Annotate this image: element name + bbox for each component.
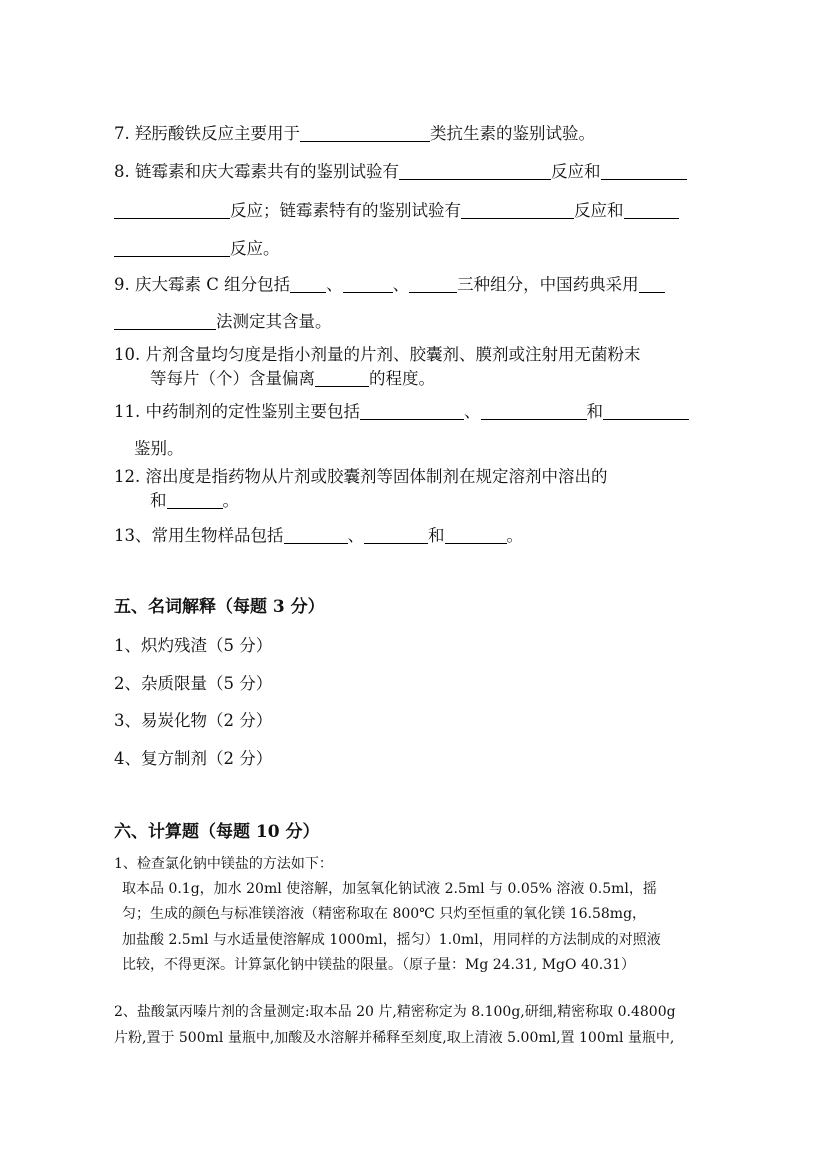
q11-blank-1 bbox=[360, 402, 464, 420]
q13-blank-2 bbox=[364, 526, 428, 544]
q9-blank-2 bbox=[343, 275, 393, 293]
calc-q1-title: 1、检查氯化钠中镁盐的方法如下： bbox=[114, 856, 333, 872]
section-5-item-3: 3、易炭化物（2 分） bbox=[114, 711, 273, 730]
q10-text-a: 10. 片剂含量均匀度是指小剂量的片剂、胶囊剂、膜剂或注射用无菌粉末 bbox=[114, 345, 641, 364]
q11-blank-3 bbox=[603, 402, 689, 420]
q11-text-a: 11. 中药制剂的定性鉴别主要包括 bbox=[114, 402, 360, 422]
q10-blank bbox=[315, 369, 369, 387]
question-8-line-3 bbox=[114, 239, 280, 259]
q8-blank-2 bbox=[601, 162, 687, 180]
question-10-line-2 bbox=[150, 369, 435, 389]
q8-text-b: 反应和 bbox=[551, 162, 601, 182]
question-8-line-2 bbox=[114, 201, 679, 221]
calc-q2-line-2: 片粉,置于 500ml 量瓶中,加酸及水溶解并稀释至刻度,取上清液 5.00ml,置 100ml 量瓶中, bbox=[114, 1030, 675, 1046]
q11-blank-2 bbox=[481, 402, 587, 420]
section-5-item-2: 2、杂质限量（5 分） bbox=[114, 674, 273, 693]
q9-blank-5 bbox=[114, 312, 216, 330]
calc-q1-line-1: 取本品 0.1g，加水 20ml 使溶解，加氢氧化钠试液 2.5ml 与 0.05% 溶液 0.5ml，摇 bbox=[122, 881, 657, 897]
q9-blank-1 bbox=[290, 275, 326, 293]
question-11-line-1 bbox=[114, 402, 689, 422]
q11-sep: 、 bbox=[464, 402, 481, 422]
question-7 bbox=[114, 124, 595, 144]
q13-text-c: 。 bbox=[506, 526, 523, 546]
q12-blank bbox=[167, 491, 223, 509]
q8-blank-4 bbox=[461, 201, 574, 219]
q8-text-d: 反应和 bbox=[574, 201, 624, 221]
q13-blank-3 bbox=[445, 526, 507, 544]
q10-text-c: 的程度。 bbox=[369, 369, 435, 389]
q12-text-a: 12. 溶出度是指药物从片剂或胶囊剂等固体制剂在规定溶剂中溶出的 bbox=[114, 467, 608, 486]
section-5-item-4: 4、复方制剂（2 分） bbox=[114, 749, 273, 768]
section-6-title: 六、计算题（每题 10 分） bbox=[114, 822, 320, 842]
question-9-line-2 bbox=[114, 312, 332, 332]
section-5-title: 五、名词解释（每题 3 分） bbox=[114, 597, 325, 617]
q13-sep: 、 bbox=[347, 526, 364, 546]
question-12-line-2 bbox=[150, 491, 239, 511]
q7-blank bbox=[300, 124, 430, 142]
q8-blank-3 bbox=[114, 201, 230, 219]
q13-text-a: 13、常用生物样品包括 bbox=[114, 526, 284, 546]
question-13 bbox=[114, 526, 523, 546]
q8-blank-5 bbox=[624, 201, 679, 219]
section-5-item-1: 1、炽灼残渣（5 分） bbox=[114, 636, 273, 655]
q8-text-a: 8. 链霉素和庆大霉素共有的鉴别试验有 bbox=[114, 162, 399, 182]
q8-text-e: 反应。 bbox=[230, 239, 280, 259]
q11-text-b: 和 bbox=[586, 402, 603, 422]
q13-text-b: 和 bbox=[428, 526, 445, 546]
q9-sep-1: 、 bbox=[326, 275, 343, 295]
q8-text-c: 反应；链霉素特有的鉴别试验有 bbox=[230, 201, 461, 221]
question-11-line-2 bbox=[134, 439, 184, 459]
q9-blank-4 bbox=[639, 275, 665, 293]
question-8-line-1 bbox=[114, 162, 687, 182]
calc-q1-line-2: 匀；生成的颜色与标准镁溶液（精密称取在 800℃ 只灼至恒重的氧化镁 16.58mg， bbox=[122, 906, 647, 922]
q7-text-a: 7. 羟肟酸铁反应主要用于 bbox=[114, 124, 300, 144]
q9-sep-2: 、 bbox=[392, 275, 410, 295]
q12-text-c: 。 bbox=[222, 491, 239, 511]
q8-blank-1 bbox=[399, 162, 551, 180]
q11-text-c: 鉴别。 bbox=[134, 439, 184, 458]
calc-q2-line-1: 2、盐酸氯丙嗪片剂的含量测定:取本品 20 片,精密称定为 8.100g,研细,精密称取 0.4800g bbox=[114, 1004, 676, 1020]
q9-text-a: 9. 庆大霉素 C 组分包括 bbox=[114, 275, 291, 295]
q13-blank-1 bbox=[284, 526, 348, 544]
q12-text-b: 和 bbox=[150, 491, 167, 511]
q7-text-b: 类抗生素的鉴别试验。 bbox=[430, 124, 595, 144]
question-9-line-1 bbox=[114, 275, 665, 295]
question-12-line-1 bbox=[114, 467, 608, 487]
q9-blank-3 bbox=[409, 275, 457, 293]
q9-text-c: 法测定其含量。 bbox=[216, 312, 332, 332]
calc-q1-line-4: 比较，不得更深。计算氯化钠中镁盐的限量。（原子量：Mg 24.31, MgO 40.31） bbox=[122, 957, 636, 973]
question-10-line-1 bbox=[114, 345, 641, 365]
q10-text-b: 等每片（个）含量偏离 bbox=[150, 369, 315, 389]
q8-blank-6 bbox=[114, 239, 230, 257]
q9-text-b: 三种组分，中国药典采用 bbox=[457, 275, 639, 295]
calc-q1-line-3: 加盐酸 2.5ml 与水适量使溶解成 1000ml，摇匀）1.0ml，用同样的方法制成的对照液 bbox=[122, 932, 661, 948]
